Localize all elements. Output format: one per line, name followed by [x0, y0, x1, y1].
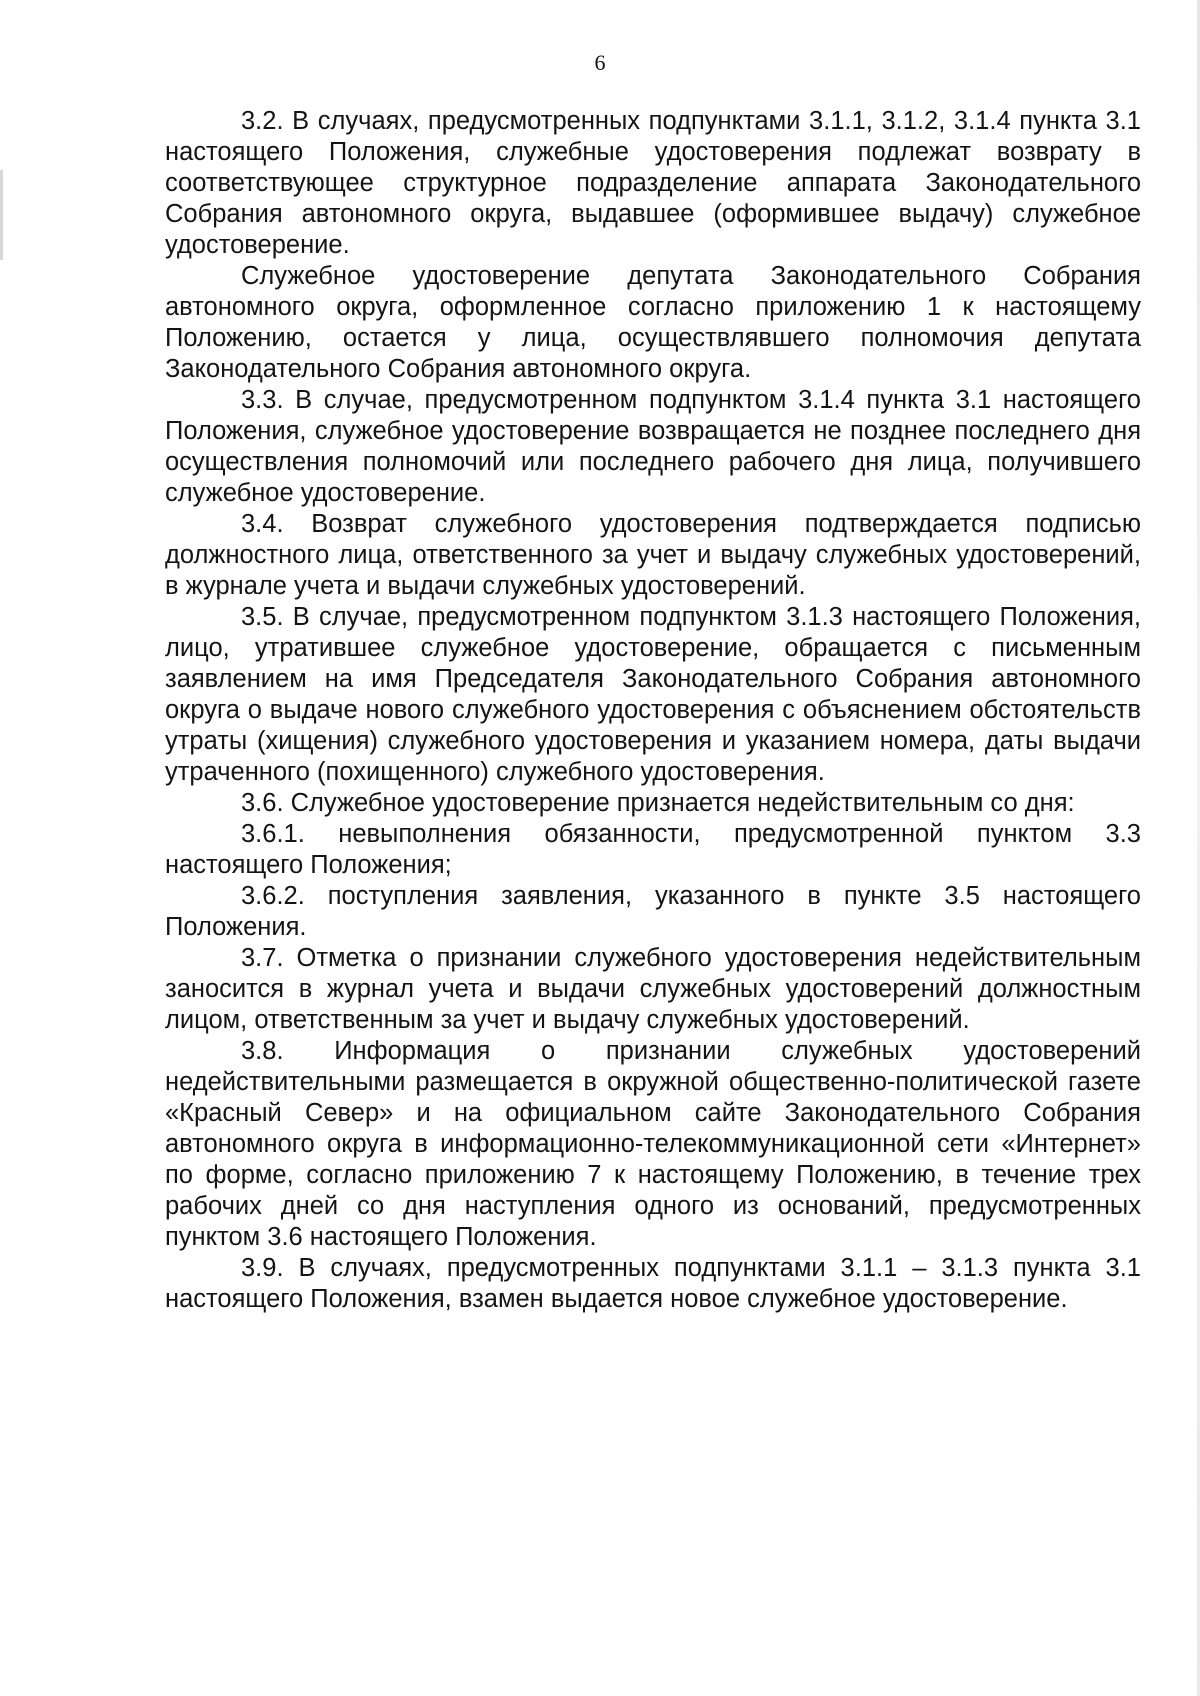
paragraph-3-9: 3.9. В случаях, предусмотренных подпунктами 3.1.1 – 3.1.3 пункта 3.1 настоящего Положения, взамен выдается новое служебное удостоверение. [165, 1254, 1141, 1313]
paragraph-3-7: 3.7. Отметка о признании служебного удостоверения недействительным заносится в журнал учета и выдачи служебных удостоверений должностным лицом, ответственным за учет и выдачу служебных удостоверений. [165, 944, 1141, 1034]
paragraph-3-3: 3.3. В случае, предусмотренном подпунктом 3.1.4 пункта 3.1 настоящего Положения, служебное удостоверение возвращается не позднее последнего дня осуществления полномочий или последнего рабочего дня лица, получившего служебное удостоверение. [165, 386, 1141, 507]
page-number: 6 [594, 50, 606, 75]
paragraph-3-2: 3.2. В случаях, предусмотренных подпунктами 3.1.1, 3.1.2, 3.1.4 пункта 3.1 настоящего Положения, служебные удостоверения подлежат возврату в соответствующее структурное подразделение аппарата Законодательного Собрания автономного округа, выдавшее (оформившее выдачу) служебное удостоверение. [165, 107, 1141, 259]
paragraph-3-5: 3.5. В случае, предусмотренном подпунктом 3.1.3 настоящего Положения, лицо, утратившее служебное удостоверение, обращается с письменным заявлением на имя Председателя Законодательного Собрания автономного округа о выдаче нового служебного удостоверения с объяснением обстоятельств утраты (хищения) служебного удостоверения и указанием номера, даты выдачи утраченного (похищенного) служебного удостоверения. [165, 603, 1141, 786]
paragraph-3-2-deputy: Служебное удостоверение депутата Законодательного Собрания автономного округа, оформленное согласно приложению 1 к настоящему Положению, остается у лица, осуществлявшего полномочия депутата Законодательного Собрания автономного округа. [165, 262, 1141, 383]
paragraph-3-6-1: 3.6.1. невыполнения обязанности, предусмотренной пунктом 3.3 настоящего Положения; [165, 820, 1141, 879]
scan-edge-left [0, 170, 3, 260]
paragraph-3-6: 3.6. Служебное удостоверение признается недействительным со дня: [241, 789, 1075, 817]
paragraph-3-4: 3.4. Возврат служебного удостоверения подтверждается подписью должностного лица, ответственного за учет и выдачу служебных удостоверений, в журнале учета и выдачи служебных удостоверений. [165, 510, 1141, 600]
document-body [165, 106, 1141, 1315]
paragraph-3-6-2: 3.6.2. поступления заявления, указанного в пункте 3.5 настоящего Положения. [165, 882, 1141, 941]
paragraph-3-8: 3.8. Информация о признании служебных удостоверений недействительными размещается в окружной общественно-политической газете «Красный Север» и на официальном сайте Законодательного Собрания автономного округа в информационно-телекоммуникационной сети «Интернет» по форме, согласно приложению 7 к настоящему Положению, в течение трех рабочих дней со дня наступления одного из оснований, предусмотренных пунктом 3.6 настоящего Положения. [165, 1037, 1141, 1251]
